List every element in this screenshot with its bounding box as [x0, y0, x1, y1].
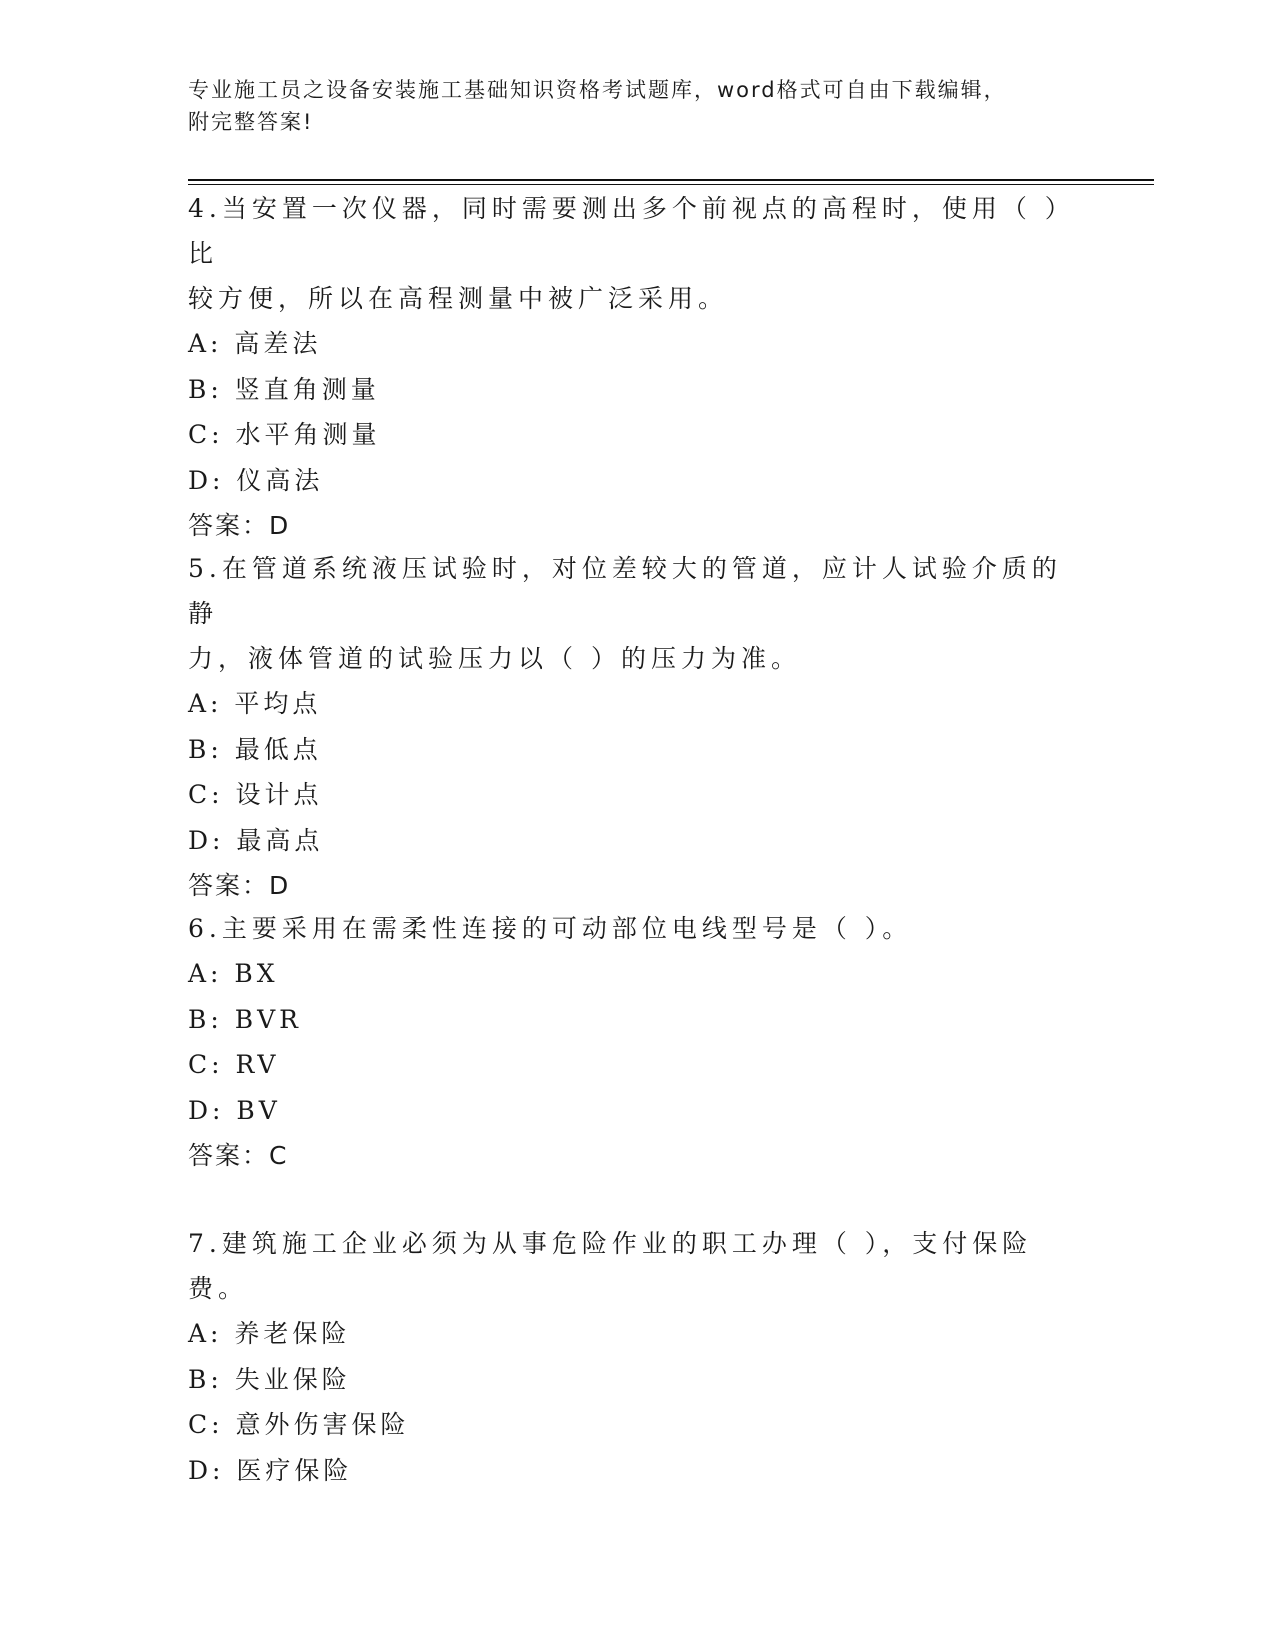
question-stem-line-1: 7.建筑施工企业必须为从事危险作业的职工办理（ ），支付保险费。 — [188, 1229, 1033, 1303]
question-7 — [188, 1221, 1088, 1493]
option-a: A: 养老保险 — [188, 1319, 351, 1348]
option-b: B: 最低点 — [188, 734, 322, 764]
question-stem-line-1: 5.在管道系统液压试验时，对位差较大的管道，应计人试验介质的静 — [188, 554, 1062, 628]
option-a: A: 平均点 — [188, 689, 322, 718]
option-c: C: RV — [188, 1050, 280, 1079]
question-stem-line-2: 力，液体管道的试验压力以（ ）的压力为准。 — [188, 644, 801, 673]
question-stem-line-1: 6.主要采用在需柔性连接的可动部位电线型号是（ ）。 — [188, 914, 913, 943]
question-5 — [188, 546, 1088, 908]
document-header — [188, 74, 1088, 138]
question-4 — [188, 186, 1088, 548]
header-line-1: 专业施工员之设备安装施工基础知识资格考试题库，word格式可自由下载编辑， — [188, 78, 1007, 102]
option-d: D: 医疗保险 — [188, 1455, 353, 1485]
option-a: A: BX — [188, 959, 279, 988]
answer-label: 答案：C — [188, 1141, 289, 1170]
question-6 — [188, 906, 1088, 1178]
option-c: C: 意外伤害保险 — [188, 1410, 410, 1439]
option-b: B: 失业保险 — [188, 1364, 351, 1394]
option-b: B: BVR — [188, 1004, 302, 1034]
question-stem-line-2: 较方便，所以在高程测量中被广泛采用。 — [188, 284, 729, 313]
question-stem-line-1: 4.当安置一次仪器，同时需要测出多个前视点的高程时，使用（ ）比 — [188, 194, 1075, 268]
option-d: D: BV — [188, 1095, 281, 1125]
option-d: D: 仪高法 — [188, 465, 324, 495]
option-a: A: 高差法 — [188, 329, 322, 358]
header-divider-thin — [188, 184, 1154, 185]
option-c: C: 设计点 — [188, 780, 323, 809]
header-line-2: 附完整答案! — [188, 110, 314, 134]
header-divider-thick — [188, 179, 1154, 181]
answer-label: 答案：D — [188, 511, 291, 540]
option-c: C: 水平角测量 — [188, 420, 381, 449]
answer-label: 答案：D — [188, 871, 291, 900]
option-b: B: 竖直角测量 — [188, 374, 380, 404]
option-d: D: 最高点 — [188, 825, 324, 855]
